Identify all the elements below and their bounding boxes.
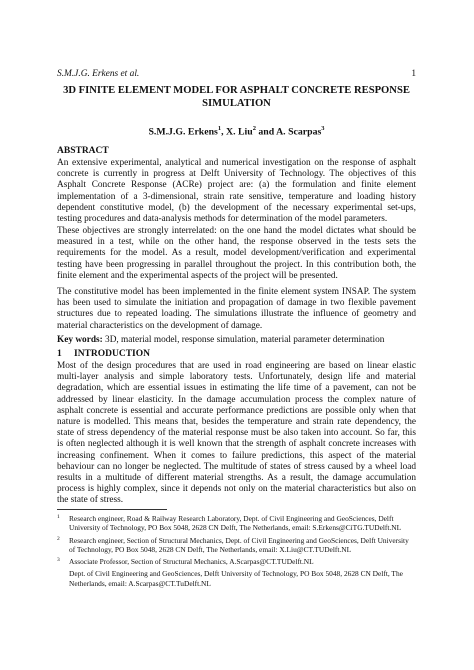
paper-title <box>57 84 416 110</box>
footnote-text: Research engineer, Section of Structural Mechanics, Dept. of Civil Engineering and GeoSciences, Delft University of Technology, PO Box 5048, 2628 CN Delft, The Netherlands, email: X.Liu@CT.TUDelft.NL <box>69 535 409 554</box>
section-number: 1 <box>57 349 62 359</box>
footnote-3-continued <box>57 569 416 588</box>
abstract-heading: ABSTRACT <box>57 146 109 156</box>
footnote-text: Research engineer, Road & Railway Research Laboratory, Dept. of Civil Engineering and GeoSciences, Delft University of Technology, PO Box 5048, 2628 CN Delft, The Netherlands, email: S.Erkens@CiTG.TUDelft.NL <box>69 514 402 533</box>
abstract-paragraph-2: These objectives are strongly interrelated: on the one hand the model dictates what should be measured in a test, while on the other hand, the response observed in the tests sets the requirements for the model. As a result, model development/verification and experimental testing have been progressing in parallel throughout the project. In this contribution both, the finite element and the experimental aspects of the project will be presented. <box>57 226 416 281</box>
footnote-3 <box>57 557 416 566</box>
paper-title-line-1: 3D FINITE ELEMENT MODEL FOR ASPHALT CONCRETE RESPONSE <box>63 85 410 96</box>
footnote-rule <box>57 509 167 510</box>
author-separator-1: , <box>221 126 227 138</box>
keywords-text: 3D, material model, response simulation, material parameter determination <box>102 335 385 345</box>
author-separator-2: and <box>255 126 277 138</box>
footnote-mark: 3 <box>57 557 60 564</box>
running-head <box>57 68 416 80</box>
author-list <box>57 122 416 138</box>
footnotes <box>57 514 416 591</box>
keywords-line <box>57 335 416 346</box>
footnote-2 <box>57 536 416 555</box>
author-3: A. Scarpas <box>276 126 322 138</box>
abstract-paragraph-3: The constitutive model has been implemented in the finite element system INSAP. The system has been used to simulate the initiation and propagation of damage in two flexible pavement structures due to repeated loading. The simulations illustrate the influence of geometry and material characteristics on the development of damage. <box>57 287 416 331</box>
introduction-paragraph: Most of the design procedures that are used in road engineering are based on linear elastic multi-layer analysis and simple laboratory tests. Unfortunately, design life and material degradation, which are essential issues in estimating the life time of a pavement, can not be addressed by linear elasticity. In the damage accumulation process the complex nature of asphalt concrete is essential and accurate performance predictions are possible only when that nature is modelled. This means that, besides the temperature and strain rate dependency, the state of stress dependency of the material response must be also taken into account. So far, this is often neglected although it is well known that the strength of asphalt concrete increases with increasing confinement. When it comes to failure predictions, this aspect of the material behaviour can no longer be neglected. The multitude of states of stress caused by a wheel load results in a multitude of different material strengths. As a result, the damage accumulation process is highly complex, since it depends not only on the material characteristics but also on the state of stress. <box>57 361 416 506</box>
author-3-affiliation-mark: 3 <box>321 125 325 132</box>
footnote-mark: 1 <box>57 514 60 520</box>
abstract-paragraph-1: An extensive experimental, analytical and numerical investigation on the response of asphalt concrete is currently in progress at Delft University of Technology. The objectives of this Asphalt Concrete Response (ACRe) project are: (a) the formulation and finite element implementation of a 3-dimensional, strain rate sensitive, temperature and loading history dependent constitutive model, (b) the development of the necessary experimental set-ups, testing procedures and data-analysis methods for determination of the model parameters. <box>57 158 416 225</box>
footnote-mark: 2 <box>57 535 60 542</box>
section-title: INTRODUCTION <box>74 349 151 359</box>
footnote-text: Associate Professor, Section of Structural Mechanics, A.Scarpas@CT.TUDelft.NL <box>69 557 314 567</box>
author-2-affiliation-mark: 2 <box>252 125 256 132</box>
paper-title-line-2: SIMULATION <box>202 98 271 109</box>
footnote-1 <box>57 514 416 533</box>
author-1-affiliation-mark: 1 <box>217 125 222 132</box>
keywords-label: Key words: <box>57 335 103 345</box>
author-1: S.M.J.G. Erkens <box>148 126 218 138</box>
footnote-text: Dept. of Civil Engineering and GeoSciences, Delft University of Technology, PO Box 5048, 2628 CN Delft, The Netherlands, email: A.Scarpas@CT.TuDelft.NL <box>69 569 403 588</box>
page-number: 1 <box>411 69 416 79</box>
author-2: X. Liu <box>226 126 253 138</box>
section-heading-introduction <box>57 348 416 360</box>
running-head-author: S.M.J.G. Erkens et al. <box>57 69 140 79</box>
